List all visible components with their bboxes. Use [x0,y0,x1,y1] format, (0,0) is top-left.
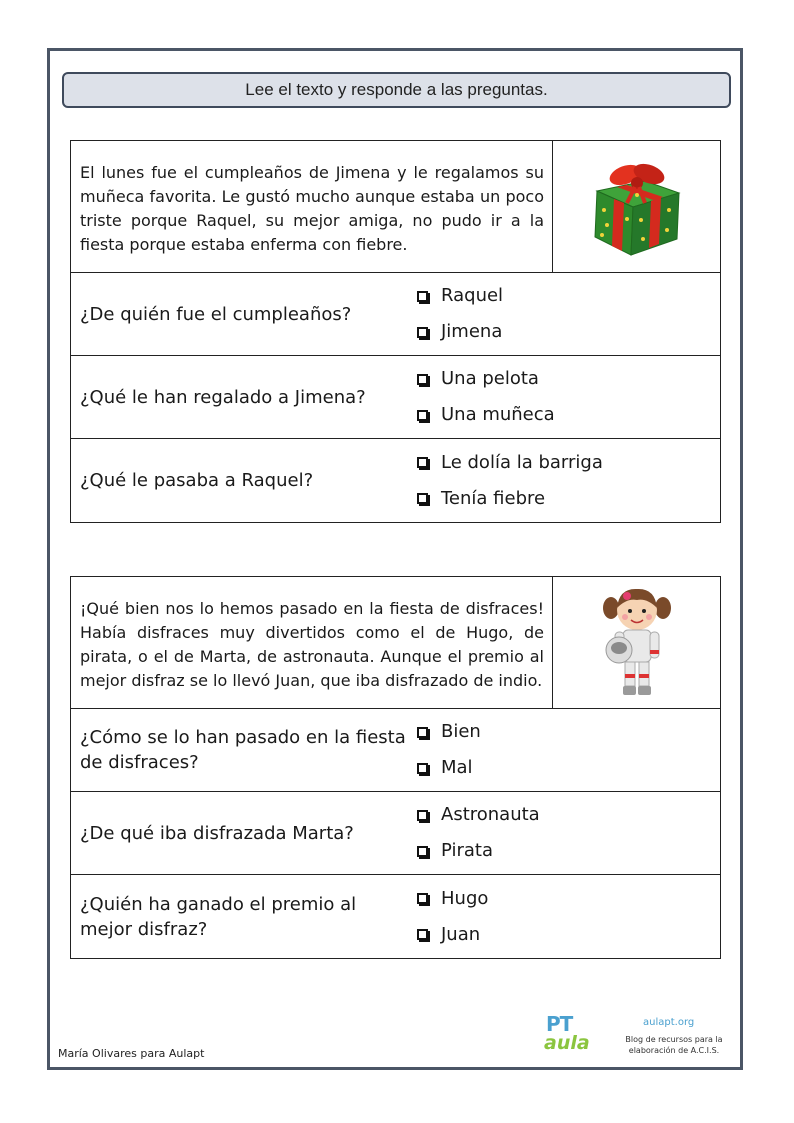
answer-option[interactable]: Astronauta [417,804,720,826]
answer-option[interactable]: Una muñeca [417,404,720,426]
answer-option[interactable]: Tenía fiebre [417,488,720,510]
exercise-1 [70,140,721,523]
astronaut-girl-icon [553,577,720,708]
checkbox-icon[interactable] [417,727,428,738]
story-row [71,141,720,273]
question-text: ¿De qué iba disfrazada Marta? [80,822,354,844]
answer-option[interactable]: Juan [417,924,720,946]
logo-pt-text: PT [546,1012,573,1036]
exercise-2 [70,576,721,959]
logo-site-text: aulapt.org [643,1017,695,1028]
question-row [71,273,720,356]
checkbox-icon[interactable] [417,929,428,940]
answer-option[interactable]: Jimena [417,321,720,343]
question-text: ¿Qué le pasaba a Raquel? [80,470,314,491]
question-text: ¿De quién fue el cumpleaños? [80,303,352,325]
aulapt-logo [540,1010,723,1062]
logo-tagline: Blog de recursos para la elaboración de A.C.I.S. [625,1035,723,1055]
instruction-banner: Lee el texto y responde a las preguntas. [62,72,731,108]
story-text: El lunes fue el cumpleaños de Jimena y le regalamos su muñeca favorita. Le gustó mucho aunque estaba un poco triste porque Raquel, su mejor amiga, no pudo ir a la fiesta porque estaba enferma con fiebre. [71,141,553,272]
checkbox-icon[interactable] [417,327,428,338]
question-row [71,439,720,522]
story-text: ¡Qué bien nos lo hemos pasado en la fiesta de disfraces! Había disfraces muy divertidos como el de Hugo, de pirata, o el de Marta, de astronauta. Aunque el premio al mejor disfraz se lo llevó Juan, que iba disfrazado de indio. [71,577,553,708]
answer-option[interactable]: Le dolía la barriga [417,452,720,474]
logo-aula-text: aula [544,1032,590,1054]
answer-option[interactable]: Pirata [417,840,720,862]
question-text: ¿Quién ha ganado el premio al mejor disfraz? [80,893,357,940]
question-text: ¿Qué le han regalado a Jimena? [80,386,366,408]
checkbox-icon[interactable] [417,810,428,821]
question-row [71,709,720,792]
checkbox-icon[interactable] [417,893,428,904]
gift-box-icon [553,141,720,272]
answer-option[interactable]: Bien [417,721,720,743]
answer-option[interactable]: Hugo [417,888,720,910]
story-row [71,577,720,709]
answer-option[interactable]: Una pelota [417,368,720,390]
checkbox-icon[interactable] [417,493,428,504]
question-row [71,792,720,875]
checkbox-icon[interactable] [417,457,428,468]
checkbox-icon[interactable] [417,846,428,857]
checkbox-icon[interactable] [417,410,428,421]
checkbox-icon[interactable] [417,374,428,385]
question-text: ¿Cómo se lo han pasado en la fiesta de disfraces? [80,727,406,773]
question-row [71,875,720,958]
author-credit: María Olivares para Aulapt [58,1047,205,1060]
answer-option[interactable]: Mal [417,757,720,779]
checkbox-icon[interactable] [417,763,428,774]
question-row [71,356,720,439]
checkbox-icon[interactable] [417,291,428,302]
answer-option[interactable]: Raquel [417,285,720,307]
